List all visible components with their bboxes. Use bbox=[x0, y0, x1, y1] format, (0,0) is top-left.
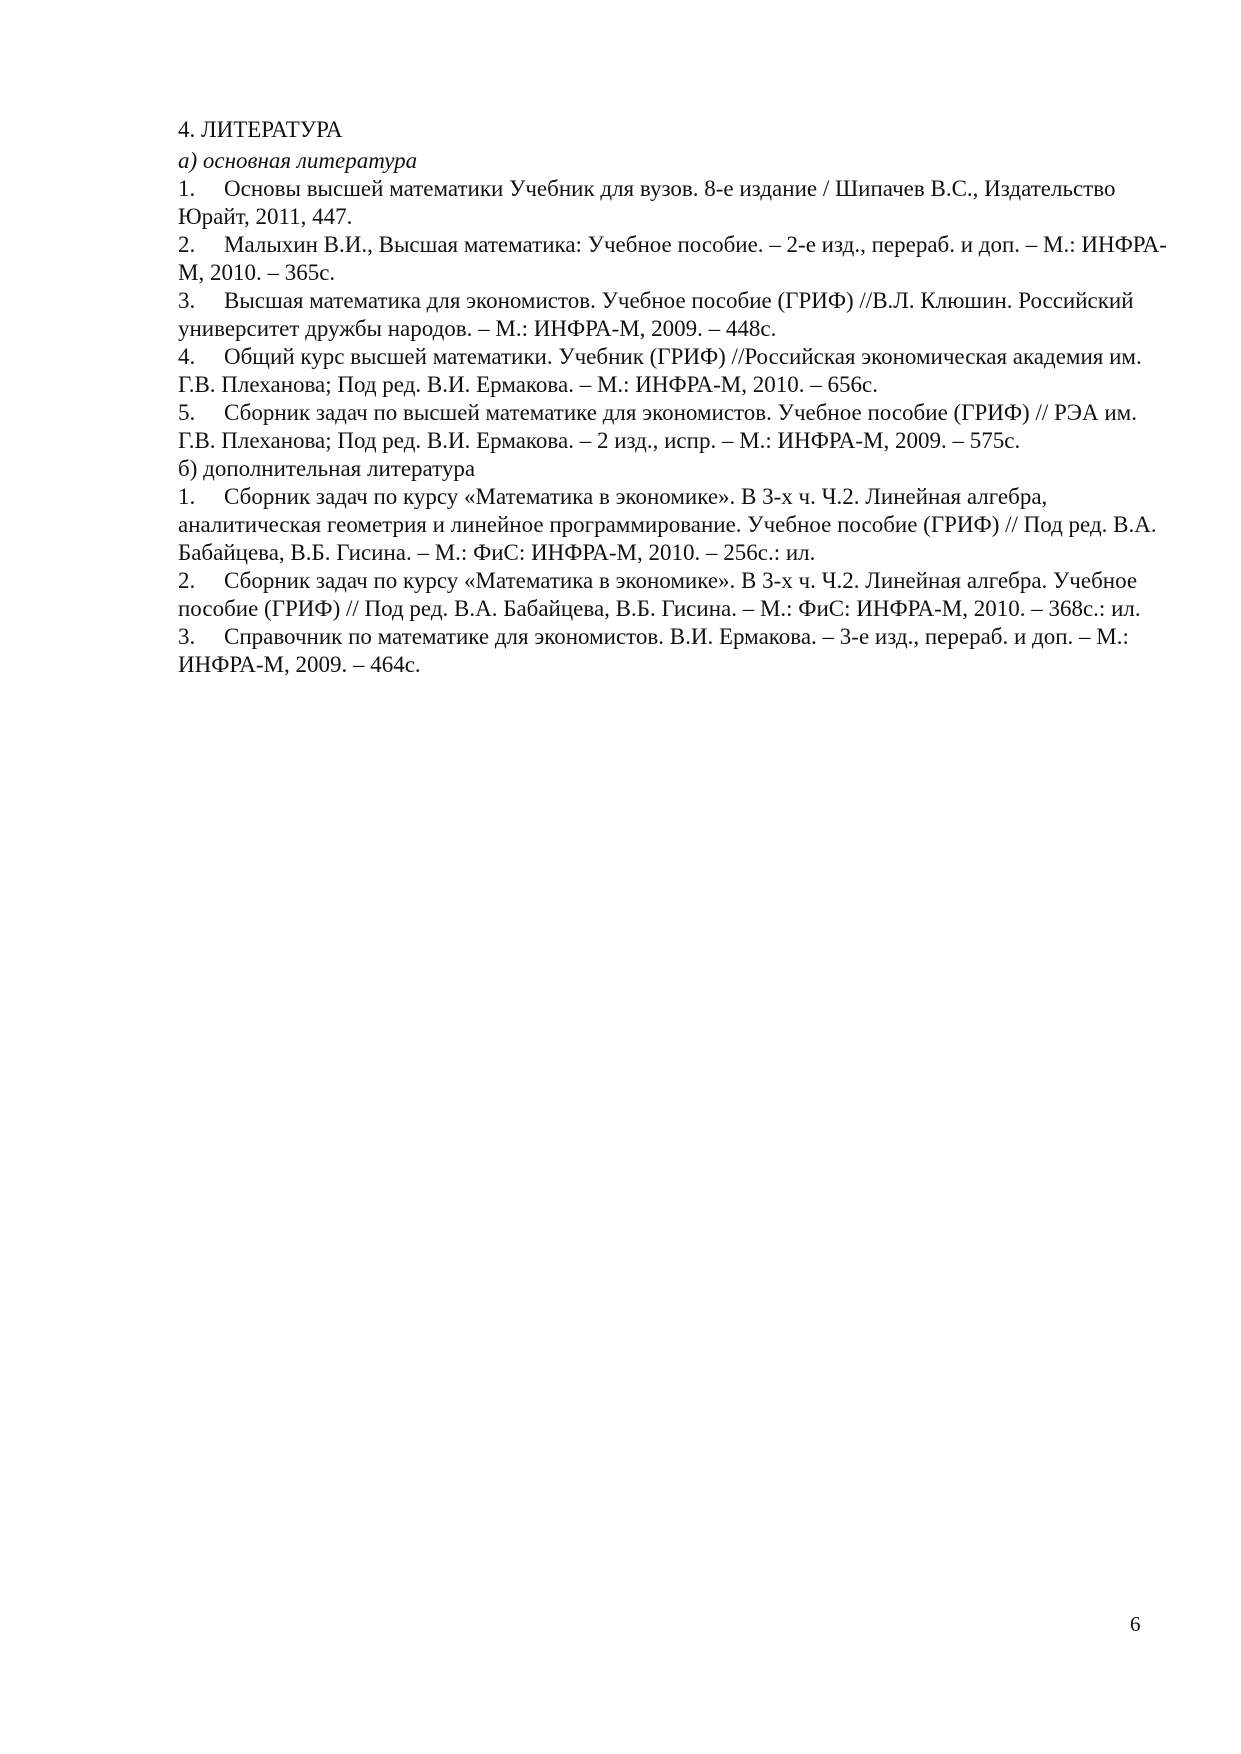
item-number: 4. bbox=[178, 344, 196, 369]
main-literature-heading: а) основная литература bbox=[178, 148, 418, 173]
item-text: Высшая математика для экономистов. Учебное пособие (ГРИФ) //В.Л. Клюшин. Российский университет дружбы народов. – М.: ИНФРА-М, 2009. – 448с. bbox=[178, 288, 1134, 341]
additional-literature-heading: б) дополнительная литература bbox=[178, 456, 476, 481]
list-item bbox=[178, 175, 1173, 231]
list-item bbox=[178, 287, 1173, 343]
item-number: 2. bbox=[178, 232, 196, 257]
item-text: Общий курс высшей математики. Учебник (ГРИФ) //Российская экономическая академия им. Г.В. Плеханова; Под ред. В.И. Ермакова. – М.: ИНФРА-М, 2010. – 656с. bbox=[178, 344, 1142, 397]
item-text: Малыхин В.И., Высшая математика: Учебное пособие. – 2-е изд., перераб. и доп. – М.: ИНФРА-М, 2010. – 365с. bbox=[178, 232, 1167, 285]
item-number: 1. bbox=[178, 484, 196, 509]
list-item bbox=[178, 567, 1173, 623]
additional-literature-list bbox=[178, 483, 1173, 679]
list-item bbox=[178, 623, 1173, 679]
item-number: 5. bbox=[178, 400, 196, 425]
item-number: 3. bbox=[178, 624, 196, 649]
item-number: 2. bbox=[178, 568, 196, 593]
item-text: Сборник задач по курсу «Математика в экономике». В 3-х ч. Ч.2. Линейная алгебра. Учебное пособие (ГРИФ) // Под ред. В.А. Бабайцева, В.Б. Гисина. – М.: ФиС: ИНФРА-М, 2010. – 368с.: ил. bbox=[178, 568, 1141, 621]
item-text: Сборник задач по курсу «Математика в экономике». В 3-х ч. Ч.2. Линейная алгебра, аналитическая геометрия и линейное программирование. Учебное пособие (ГРИФ) // Под ред. В.А. Бабайцева, В.Б. Гисина. – М.: ФиС: ИНФРА-М, 2010. – 256с.: ил. bbox=[178, 484, 1157, 565]
item-text: Сборник задач по высшей математике для экономистов. Учебное пособие (ГРИФ) // РЭА им. Г.В. Плеханова; Под ред. В.И. Ермакова. – 2 изд., испр. – М.: ИНФРА-М, 2009. – 575с. bbox=[178, 400, 1137, 453]
item-number: 3. bbox=[178, 288, 196, 313]
list-item bbox=[178, 399, 1173, 455]
document-page bbox=[178, 116, 1173, 679]
list-item bbox=[178, 483, 1173, 567]
page-number: 6 bbox=[1130, 1612, 1141, 1636]
item-text: Основы высшей математики Учебник для вузов. 8-е издание / Шипачев В.С., Издательство Юрайт, 2011, 447. bbox=[178, 176, 1116, 229]
list-item bbox=[178, 231, 1173, 287]
section-title: 4. ЛИТЕРАТУРА bbox=[178, 117, 343, 142]
item-text: Справочник по математике для экономистов. В.И. Ермакова. – 3-е изд., перераб. и доп. – М.: ИНФРА-М, 2009. – 464с. bbox=[178, 624, 1129, 677]
item-number: 1. bbox=[178, 176, 196, 201]
list-item bbox=[178, 343, 1173, 399]
main-literature-list bbox=[178, 175, 1173, 455]
